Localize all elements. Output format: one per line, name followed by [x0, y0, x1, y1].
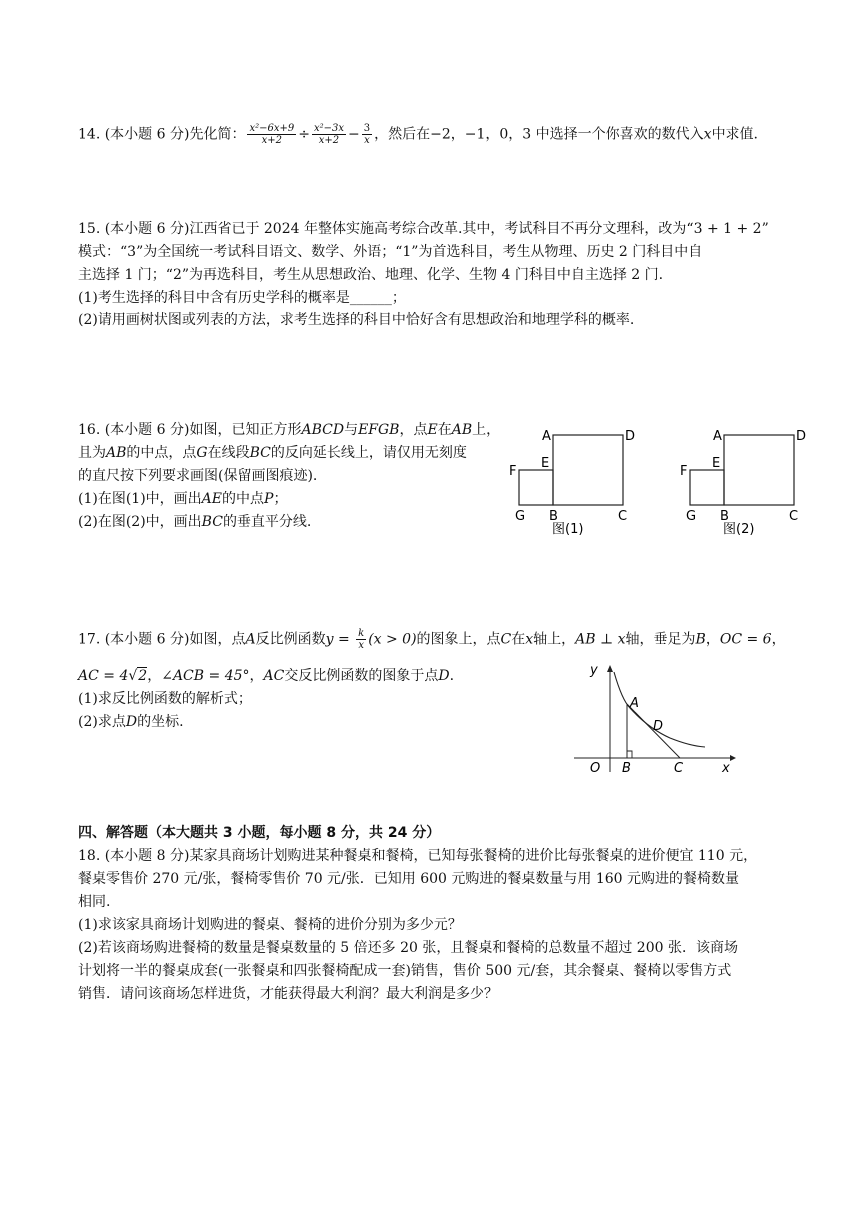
square-efgb-2: [690, 470, 724, 505]
fraction-2: $\frac{\text{x²−3x}}{x+2}$: [313, 123, 344, 146]
q17-line-2: AC = 4√2，∠ACB = 45°，AC交反比例函数的图象于点D.: [78, 668, 455, 684]
q16-line-3: 的直尺按下列要求画图(保留画图痕迹).: [78, 468, 318, 484]
fraction-k-x: $\frac{k}{x}$: [358, 628, 365, 651]
q16-line-5: (2)在图(2)中，画出BC的垂直平分线.: [78, 514, 312, 530]
label-c-2: C: [789, 509, 799, 524]
q17-line-3: (1)求反比例函数的解析式；: [78, 691, 252, 707]
q18-line-6: 计划将一半的餐桌成套(一张餐桌和四张餐椅配成一套)销售，售价 500 元/套，其余餐桌、餐椅以零售方式: [78, 963, 732, 979]
label-d-3: D: [653, 719, 664, 734]
label-e-2: E: [712, 456, 721, 471]
q16-line-2: 且为AB的中点，点G在线段BC的反向延长线上，请仅用无刻度: [78, 445, 467, 461]
caption-1: 图(1): [552, 522, 584, 537]
q15-line-3: 主选择 1 门；“2”为再选科目，考生从思想政治、地理、化学、生物 4 门科目中自主选择 2 门.: [78, 267, 664, 283]
q18-line-4: (1)求该家具商场计划购进的餐桌、餐椅的进价分别为多少元？: [78, 917, 462, 933]
label-a-3: A: [630, 696, 639, 711]
q17-line-4: (2)求点D的坐标.: [78, 714, 184, 730]
q15-line-2: 模式：“3”为全国统一考试科目语文、数学、外语；“1”为首选科目，考生从物理、历史 2 门科目中自: [78, 244, 703, 260]
label-x: x: [722, 761, 730, 776]
label-o: O: [590, 761, 601, 776]
label-f: F: [509, 464, 517, 479]
section-4-heading: 四、解答题（本大题共 3 小题，每小题 8 分，共 24 分）: [78, 825, 441, 841]
reciprocal-curve: [614, 672, 705, 747]
label-g-2: G: [686, 509, 697, 524]
q15-line-1: 15. (本小题 6 分)江西省已于 2024 年整体实施高考综合改革.其中，考试科目不再分文理科，改为“3 + 1 + 2”: [78, 221, 769, 237]
figure-3-coordinate-plot: [570, 660, 740, 780]
q18-line-7: 销售．请问该商场怎样进货，才能获得最大利润？最大利润是多少？: [78, 986, 498, 1002]
figure-1: [505, 422, 645, 542]
label-f-2: F: [680, 464, 688, 479]
label-b-2: B: [720, 509, 729, 524]
label-a: A: [542, 429, 551, 444]
q15-line-4: (1)考生选择的科目中含有历史学科的概率是______；: [78, 290, 406, 306]
label-d: D: [625, 429, 636, 444]
figure-2: [676, 422, 816, 542]
label-b-3: B: [622, 761, 631, 776]
q15-line-5: (2)请用画树状图或列表的方法，求考生选择的科目中恰好含有思想政治和地理学科的概率.: [78, 312, 635, 328]
label-a-2: A: [713, 429, 722, 444]
square-abcd-2: [724, 435, 794, 505]
label-c-3: C: [674, 761, 684, 776]
fraction-3: $\frac{3}{x}$: [363, 123, 371, 146]
label-b: B: [549, 509, 558, 524]
label-d-2: D: [796, 429, 807, 444]
caption-2: 图(2): [723, 522, 755, 537]
label-g: G: [515, 509, 526, 524]
square-abcd: [553, 435, 623, 505]
right-angle-mark: [627, 751, 632, 758]
square-efgb: [519, 470, 553, 505]
fraction-1: $\frac{\text{x²−6x+9}}{x+2}$: [249, 123, 295, 146]
y-axis-arrow: [607, 665, 613, 672]
label-y: y: [590, 663, 598, 678]
x-axis-arrow: [730, 755, 736, 761]
question-14: 14. (本小题 6 分)先化简： $\frac{\text{x²−6x+9}}{x+2}$ ÷ $\frac{\text{x²−3x}}{x+2}$ − $\frac{3}{x}$ ，然后在−2，−1，0，3 中选择一个你喜欢的数代入x中求值.: [78, 123, 759, 146]
q18-line-3: 相同.: [78, 894, 111, 910]
label-c: C: [618, 509, 628, 524]
q18-line-2: 餐桌零售价 270 元/张，餐椅零售价 70 元/张．已知用 600 元购进的餐桌数量与用 160 元购进的餐椅数量: [78, 871, 740, 887]
q17-line-1: 17. (本小题 6 分)如图，点A反比例函数y = $\frac{k}{x}$ (x > 0)的图象上，点C在x轴上，AB ⊥ x轴，垂足为B，OC = 6，: [78, 628, 786, 651]
q16-line-1: 16. (本小题 6 分)如图，已知正方形ABCD与EFGB，点E在AB上，: [78, 422, 501, 438]
q16-line-4: (1)在图(1)中，画出AE的中点P；: [78, 491, 288, 507]
q18-line-5: (2)若该商场购进餐椅的数量是餐桌数量的 5 倍还多 20 张，且餐桌和餐椅的总数量不超过 200 张．该商场: [78, 940, 738, 956]
label-e: E: [541, 456, 550, 471]
q18-line-1: 18. (本小题 8 分)某家具商场计划购进某种餐桌和餐椅，已知每张餐椅的进价比每张餐桌的进价便宜 110 元，: [78, 848, 758, 864]
